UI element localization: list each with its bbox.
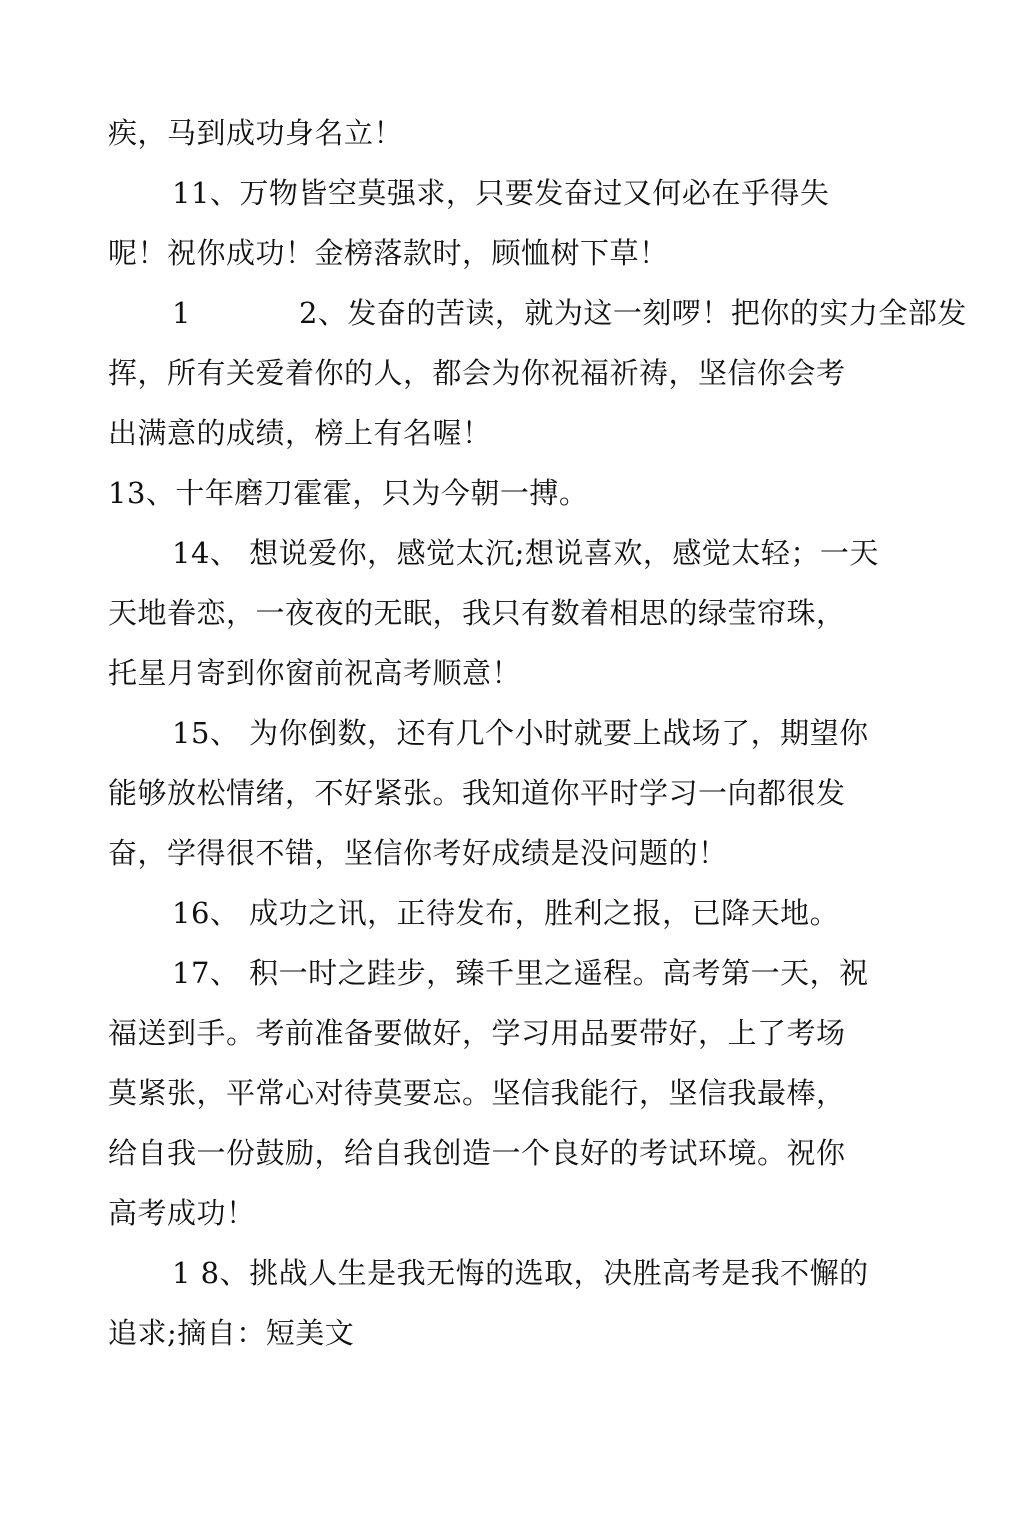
text-line: 疾，马到成功身名立！ [108,116,404,150]
text-line: 奋，学得很不错，坚信你考好成绩是没问题的！ [108,836,728,870]
text-line: 莫紧张，平常心对待莫要忘。坚信我能行，坚信我最棒， [108,1076,846,1110]
text-line: 出满意的成绩，榜上有名喔！ [108,416,492,450]
text-line: 高考成功！ [108,1196,256,1230]
text-line: 15、 为你倒数，还有几个小时就要上战场了，期望你 [172,716,869,750]
text-line: 能够放松情绪，不好紧张。我知道你平时学习一向都很发 [108,776,846,810]
text-line: 11、万物皆空莫强求，只要发奋过又何必在乎得失 [172,176,830,210]
item-12-text: 2、发奋的苦读，就为这一刻啰！把你的实力全部发 [298,296,967,330]
text-line: 13、十年磨刀霍霍，只为今朝一搏。 [108,476,589,510]
text-line: 挥，所有关爱着你的人，都会为你祝福祈祷，坚信你会考 [108,356,846,390]
text-line-item-12 [172,293,967,333]
item-12-lead: 1 [172,296,191,330]
text-line: 1 8、挑战人生是我无悔的选取，决胜高考是我不懈的 [172,1256,869,1290]
text-line: 天地眷恋，一夜夜的无眠，我只有数着相思的绿莹帘珠， [108,596,846,630]
text-line: 16、 成功之讯，正待发布，胜利之报，已降天地。 [172,896,840,930]
text-line: 福送到手。考前准备要做好，学习用品要带好，上了考场 [108,1016,846,1050]
text-line: 17、 积一时之跬步，臻千里之遥程。高考第一天，祝 [172,956,869,990]
text-line: 追求;摘自：短美文 [108,1316,355,1350]
text-line: 呢！祝你成功！金榜落款时，顾恤树下草！ [108,236,669,270]
text-line: 给自我一份鼓励，给自我创造一个良好的考试环境。祝你 [108,1136,846,1170]
text-line: 托星月寄到你窗前祝高考顺意！ [108,656,522,690]
text-line: 14、 想说爱你，感觉太沉;想说喜欢，感觉太轻；一天 [172,536,879,570]
